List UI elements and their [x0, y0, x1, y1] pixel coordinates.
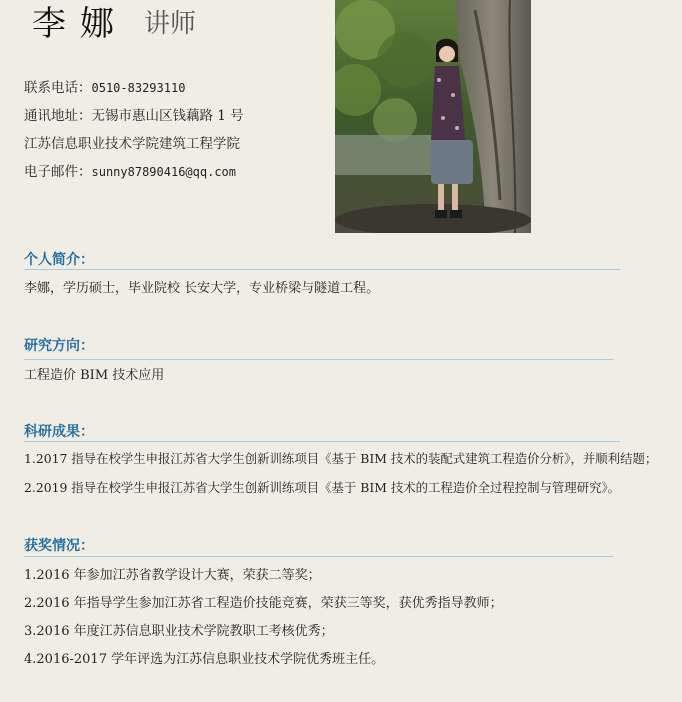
achievement-item: 1.2017 指导在校学生申报江苏省大学生创新训练项目《基于 BIM 技术的装配式建筑工程造价分析》，并顺利结题； — [24, 451, 658, 466]
profile-text: 李娜，学历硕士，毕业院校 长安大学，专业桥梁与隧道工程。 — [24, 281, 380, 296]
section-title-profile: 个人简介： — [24, 252, 94, 268]
name-header — [32, 0, 196, 44]
section-title-achievements: 科研成果： — [24, 424, 94, 440]
section-title-research: 研究方向： — [24, 338, 94, 354]
email-label: 电子邮件： — [24, 164, 92, 180]
award-item: 2.2016 年指导学生参加江苏省工程造价技能竞赛，荣获三等奖，获优秀指导教师； — [24, 596, 503, 611]
research-text: 工程造价 BIM 技术应用 — [24, 368, 165, 383]
section-divider-awards — [24, 556, 613, 557]
email-value: sunny87890416@qq.com — [91, 165, 236, 179]
achievement-item: 2.2019 指导在校学生申报江苏省大学生创新训练项目《基于 BIM 技术的工程造价全过程控制与管理研究》。 — [24, 480, 621, 495]
phone-label: 联系电话： — [24, 80, 92, 96]
section-divider-research — [24, 359, 613, 360]
teacher-title: 讲师 — [144, 9, 197, 39]
address-line: 通讯地址：无锡市惠山区钱藕路 1 号 — [24, 108, 244, 124]
phone-line — [24, 74, 244, 102]
profile-photo — [335, 0, 531, 233]
section-divider-profile — [24, 269, 620, 270]
organization-line: 江苏信息职业技术学院建筑工程学院 — [24, 136, 240, 152]
contact-block — [24, 74, 244, 186]
award-item: 1.2016 年参加江苏省教学设计大赛，荣获二等奖； — [24, 568, 321, 583]
teacher-name: 李娜 — [32, 4, 128, 44]
award-item: 3.2016 年度江苏信息职业技术学院教职工考核优秀； — [24, 624, 334, 639]
profile-photo-image — [335, 0, 531, 233]
section-divider-achievements — [24, 441, 620, 442]
phone-value: 0510-83293110 — [91, 81, 186, 95]
email-line — [24, 158, 244, 186]
award-item: 4.2016-2017 学年评选为江苏信息职业技术学院优秀班主任。 — [24, 652, 385, 667]
section-title-awards: 获奖情况： — [24, 538, 94, 554]
